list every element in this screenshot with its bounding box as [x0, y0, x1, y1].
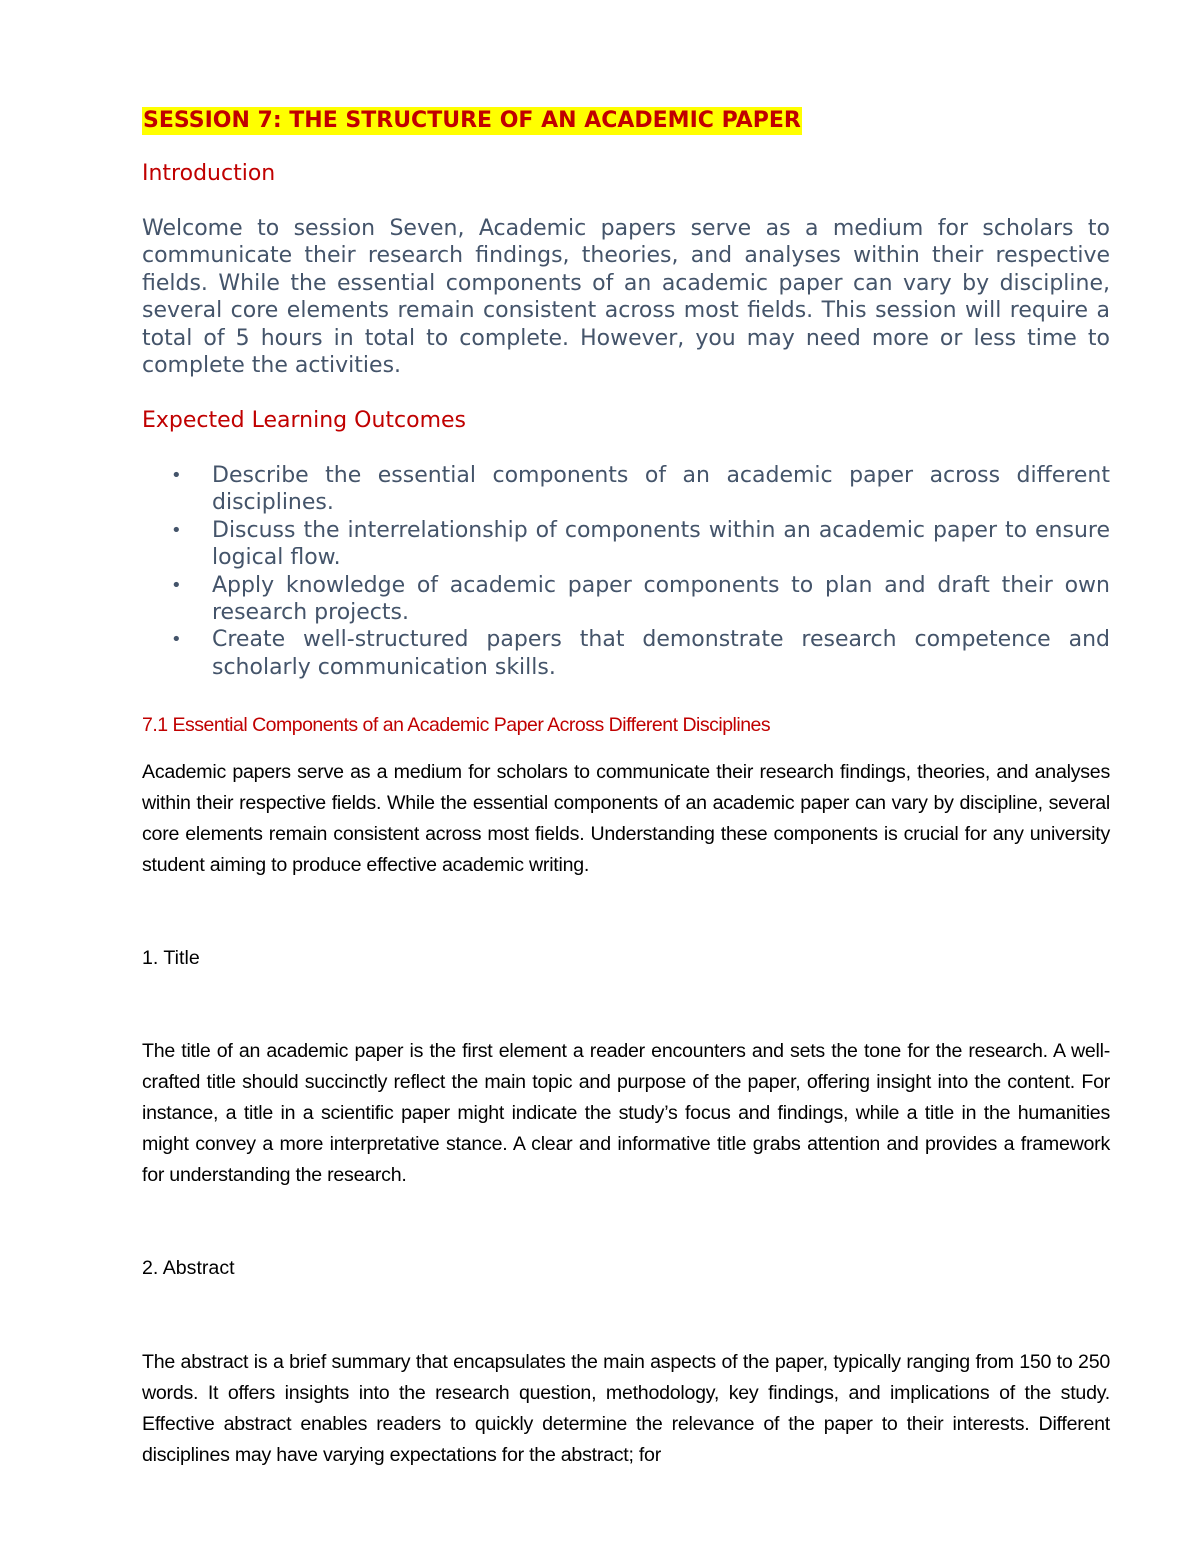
subsection-heading-abstract: 2. Abstract	[142, 1257, 235, 1279]
outcome-text: Create well-structured papers that demonstrate research competence and scholarly communication skills.	[212, 627, 1110, 680]
bullet-icon: •	[171, 629, 182, 651]
outcome-text: Describe the essential components of an academic paper across different disciplines.	[212, 463, 1110, 516]
outcomes-list	[142, 462, 1110, 681]
introduction-heading: Introduction	[142, 161, 276, 186]
section-intro-paragraph: Academic papers serve as a medium for scholars to communicate their research findings, theories, and analyses within their respective fields. While the essential components of an academic paper can vary by discipline, several core elements remain consistent across most fields. Understanding these components is crucial for any university student aiming to produce effective academic writing.	[142, 761, 1110, 876]
introduction-paragraph: Welcome to session Seven, Academic papers serve as a medium for scholars to communicate their research findings, theories, and analyses within their respective fields. While the essential components of an academic paper can vary by discipline, several core elements remain consistent across most fields. This session will require a total of 5 hours in total to complete. However, you may need more or less time to complete the activities.	[142, 216, 1110, 379]
outcome-item	[142, 517, 1110, 572]
document-title: SESSION 7: THE STRUCTURE OF AN ACADEMIC PAPER	[143, 108, 801, 133]
outcome-text: Discuss the interrelationship of components within an academic paper to ensure logical flow.	[212, 517, 1110, 571]
outcome-text: Apply knowledge of academic paper components to plan and draft their own research projects.	[212, 572, 1110, 626]
bullet-icon: •	[171, 465, 182, 486]
outcomes-heading: Expected Learning Outcomes	[142, 408, 467, 433]
bullet-icon: •	[171, 574, 182, 596]
subsection-paragraph-title: The title of an academic paper is the first element a reader encounters and sets the tone for the research. A well-crafted title should succinctly reflect the main topic and purpose of the paper, offering insight into the content. For instance, a title in a scientific paper might indicate the study’s focus and findings, while a title in the humanities might convey a more interpretative stance. A clear and informative title grabs attention and provides a framework for understanding the research.	[142, 1040, 1110, 1186]
subsection-paragraph-abstract: The abstract is a brief summary that encapsulates the main aspects of the paper, typically ranging from 150 to 250 words. It offers insights into the research question, methodology, key findings, and implications of the study. Effective abstract enables readers to quickly determine the relevance of the paper to their interests. Different disciplines may have varying expectations for the abstract; for	[142, 1351, 1110, 1466]
subsection-heading-title: 1. Title	[142, 947, 200, 969]
outcome-item	[142, 572, 1110, 627]
bullet-icon: •	[171, 519, 182, 541]
section-heading: 7.1 Essential Components of an Academic Paper Across Different Disciplines	[142, 714, 771, 736]
outcome-item	[142, 462, 1110, 517]
outcome-item	[142, 626, 1110, 681]
